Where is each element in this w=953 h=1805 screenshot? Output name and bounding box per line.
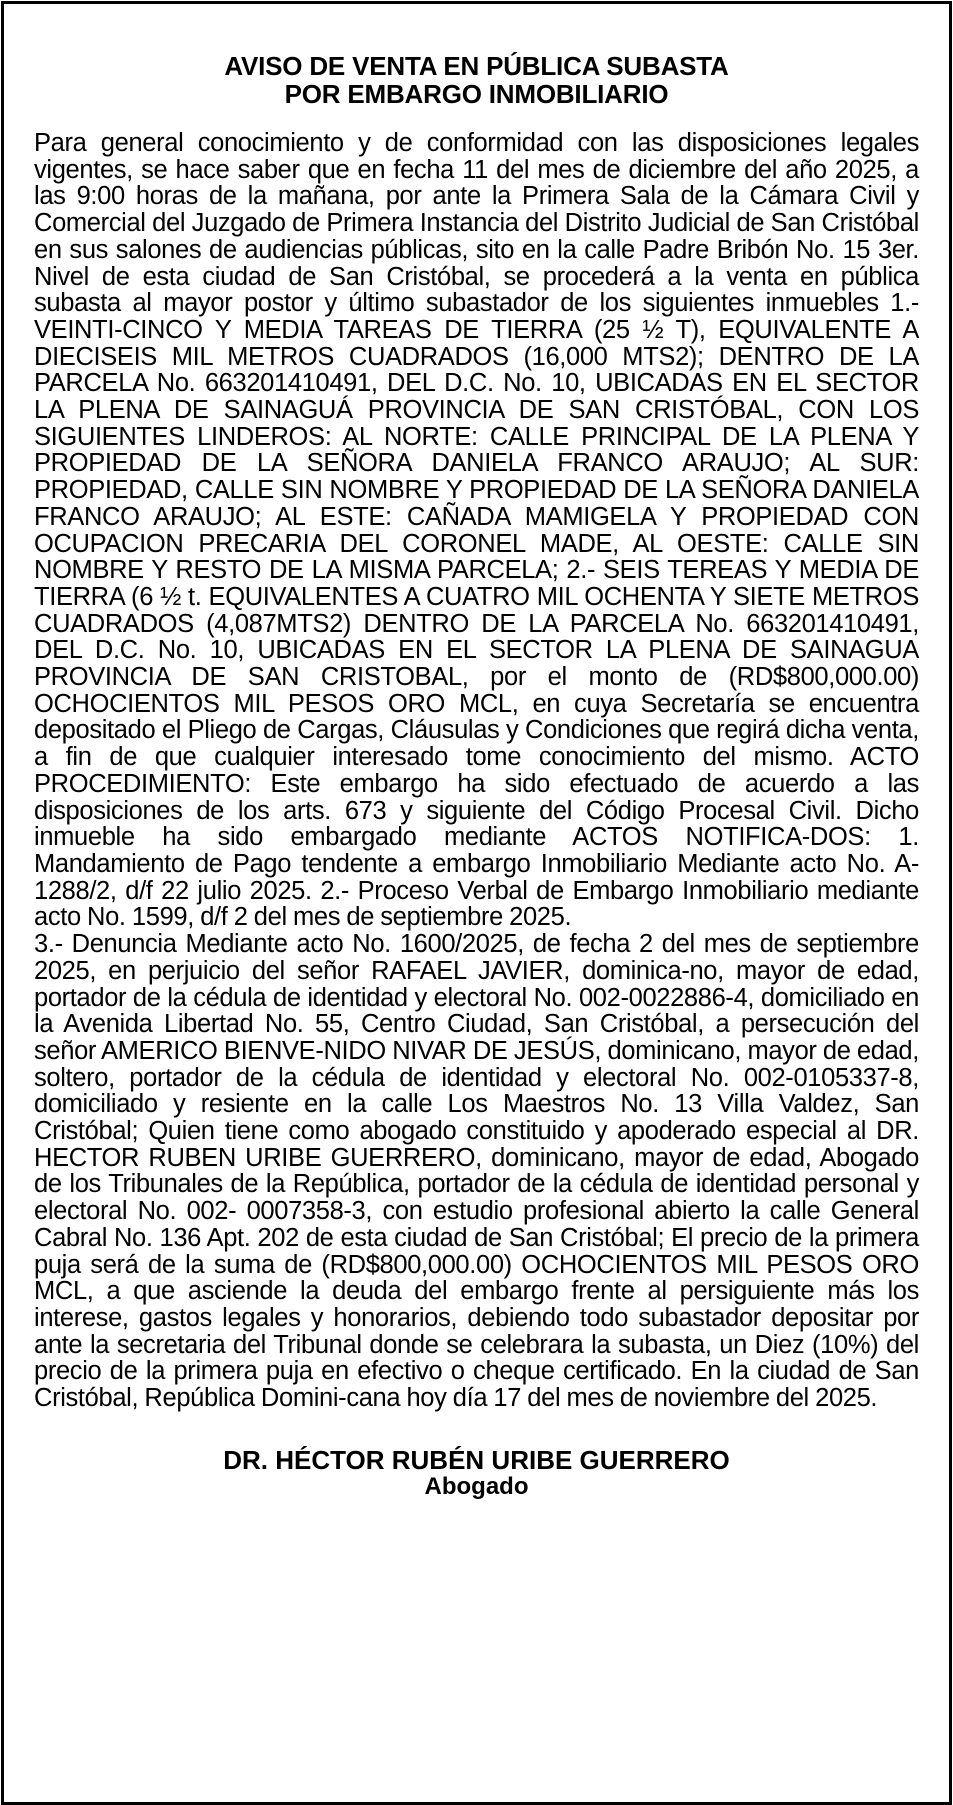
notice-title-line-2: POR EMBARGO INMOBILIARIO — [284, 79, 669, 109]
notice-title-line-1: AVISO DE VENTA EN PÚBLICA SUBASTA — [224, 51, 729, 81]
notice-frame — [1, 1, 952, 1805]
signature-name: DR. HÉCTOR RUBÉN URIBE GUERRERO — [223, 1444, 730, 1475]
notice-body — [34, 130, 919, 1412]
notice-paragraph-2: 3.- Denuncia Mediante acto No. 1600/2025, de fecha 2 del mes de septiembre 2025, en perjuicio del señor RAFAEL JAVIER, dominica-no, mayor de edad, portador de la cédula de identidad y electoral No. 002-0022886-4, domiciliado en la Avenida Libertad No. 55, Centro Ciudad, San Cristóbal, a persecución del señor AMERICO BIENVE-NIDO NIVAR DE JESÚS, dominicano, mayor de edad, soltero, portador de la cédula de identidad y electoral No. 002-0105337-8, domiciliado y resiente en la calle Los Maestros No. 13 Villa Valdez, San Cristóbal; Quien tiene como abogado constituido y apoderado especial al DR. HECTOR RUBEN URIBE GUERRERO, dominicano, mayor de edad, Abogado de los Tribunales de la República, portador de la cédula de identidad personal y electoral No. 002- 0007358-3, con estudio profesional abierto la calle General Cabral No. 136 Apt. 202 de esta ciudad de San Cristóbal; El precio de la primera puja será de la suma de (RD$800,000.00) OCHOCIENTOS MIL PESOS ORO MCL, a que asciende la deuda del embargo frente al persiguiente más los interese, gastos legales y honorarios, debiendo todo subastador depositar por ante la secretaria del Tribunal donde se celebrara la subasta, un Diez (10%) del precio de la primera puja en efectivo o cheque certificado. En la ciudad de San Cristóbal, República Domini-cana hoy día 17 del mes de noviembre del 2025. — [34, 930, 919, 1413]
notice-content — [34, 52, 919, 1500]
signature-role: Abogado — [424, 1472, 529, 1500]
notice-paragraph-1: Para general conocimiento y de conformidad con las disposiciones legales vigentes, se hace saber que en fecha 11 del mes de diciembre del año 2025, a las 9:00 horas de la mañana, por ante la Primera Sala de la Cámara Civil y Comercial del Juzgado de Primera Instancia del Distrito Judicial de San Cristóbal en sus salones de audiencias públicas, sito en la calle Padre Bribón No. 15 3er. Nivel de esta ciudad de San Cristóbal, se procederá a la venta en pública subasta al mayor postor y último subastador de los siguientes inmuebles 1.- VEINTI-CINCO Y MEDIA TAREAS DE TIERRA (25 ½ T), EQUIVALENTE A DIECISEIS MIL METROS CUADRADOS (16,000 MTS2); DENTRO DE LA PARCELA No. 663201410491, DEL D.C. No. 10, UBICADAS EN EL SECTOR LA PLENA DE SAINAGUÁ PROVINCIA DE SAN CRISTÓBAL, CON LOS SIGUIENTES LINDEROS: AL NORTE: CALLE PRINCIPAL DE LA PLENA Y PROPIEDAD DE LA SEÑORA DANIELA FRANCO ARAUJO; AL SUR: PROPIEDAD, CALLE SIN NOMBRE Y PROPIEDAD DE LA SEÑORA DANIELA FRANCO ARAUJO; AL ESTE: CAÑADA MAMIGELA Y PROPIEDAD CON OCUPACION PRECARIA DEL CORONEL MADE, AL OESTE: CALLE SIN NOMBRE Y RESTO DE LA MISMA PARCELA; 2.- SEIS TEREAS Y MEDIA DE TIERRA (6 ½ t. EQUIVALENTES A CUATRO MIL OCHENTA Y SIETE METROS CUADRADOS (4,087MTS2) DENTRO DE LA PARCELA No. 663201410491, DEL D.C. No. 10, UBICADAS EN EL SECTOR LA PLENA DE SAINAGUA PROVINCIA DE SAN CRISTOBAL, por el monto de (RD$800,000.00) OCHOCIENTOS MIL PESOS ORO MCL, en cuya Secretaría se encuentra depositado el Pliego de Cargas, Cláusulas y Condiciones que regirá dicha venta, a fin de que cualquier interesado tome conocimiento del mismo. ACTO PROCEDIMIENTO: Este embargo ha sido efectuado de acuerdo a las disposiciones de los arts. 673 y siguiente del Código Procesal Civil. Dicho inmueble ha sido embargado mediante ACTOS NOTIFICA-DOS: 1. Mandamiento de Pago tendente a embargo Inmobiliario Mediante acto No. A-1288/2, d/f 22 julio 2025. 2.- Proceso Verbal de Embargo Inmobiliario mediante acto No. 1599, d/f 2 del mes de septiembre 2025. — [34, 129, 919, 932]
signature-block — [34, 1446, 919, 1500]
notice-title — [34, 52, 919, 108]
